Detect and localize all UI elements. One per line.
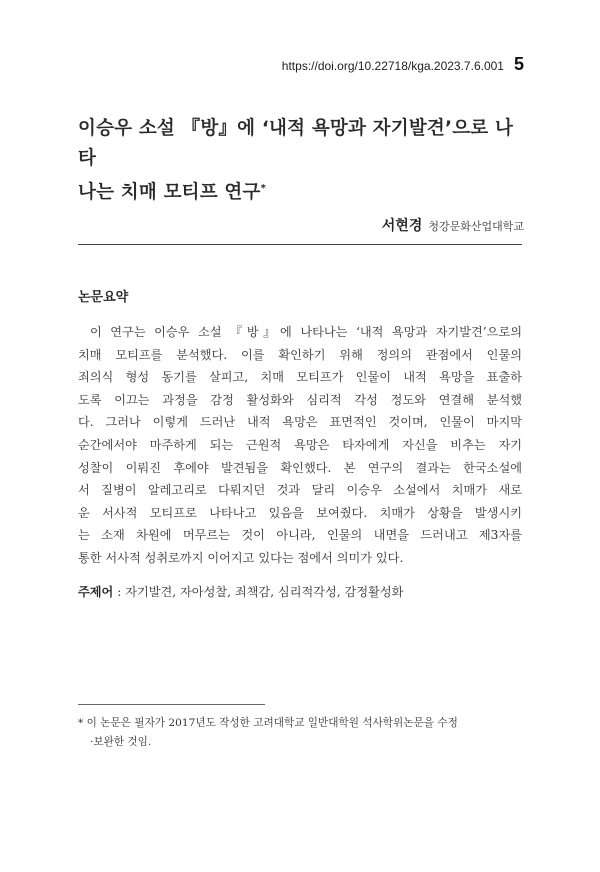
author-line bbox=[382, 215, 524, 235]
footnote-line-1: * 이 논문은 필자가 2017년도 작성한 고려대학교 일반대학원 석사학위논문을 수정 bbox=[78, 717, 458, 729]
keywords-text: 자기발견, 자아성찰, 죄책감, 심리적각성, 감정활성화 bbox=[125, 585, 404, 599]
running-header bbox=[282, 54, 524, 75]
title-footnote-marker[interactable]: * bbox=[260, 183, 266, 194]
abstract-line: 서 질병이 알레고리로 다뤄지던 것과 달리 이승우 소설에서 치매가 새로 bbox=[78, 483, 522, 498]
abstract-line: 통한 서사적 성취로까지 이어지고 있다는 점에서 의미가 있다. bbox=[78, 550, 404, 565]
footnote-line-2: ·보완한 것임. bbox=[90, 736, 152, 748]
author-name: 서현경 bbox=[381, 218, 423, 234]
keywords-label: 주제어 bbox=[78, 585, 114, 599]
abstract-line: 이 연구는 이승우 소설 『방』에 나타나는 ‘내적 욕망과 자기발견’으로의 bbox=[90, 325, 522, 339]
paper-title bbox=[78, 114, 528, 208]
abstract-line: 성찰이 이뤄진 후에야 발견됨을 확인했다. 본 연구의 결과는 한국소설에 bbox=[78, 460, 522, 475]
author-affiliation: 청강문화산업대학교 bbox=[428, 220, 524, 233]
doi-link[interactable]: https://doi.org/10.22718/kga.2023.7.6.001 bbox=[281, 59, 504, 73]
abstract-line: 는 소재 차원에 머무르는 것이 아니라, 인물의 내면을 드러내고 제3자를 bbox=[78, 528, 522, 543]
abstract-line: 다. 그러나 이렇게 드러난 내적 욕망은 표면적인 것이며, 인물이 마지막 bbox=[78, 415, 522, 430]
abstract-line: 죄의식 형성 동기를 살피고, 치매 모티프가 인물이 내적 욕망을 표출하 bbox=[78, 370, 522, 385]
abstract-line: 운 서사적 모티프로 나타나고 있음을 보여줬다. 치매가 상황을 발생시키 bbox=[78, 505, 522, 520]
title-line-2 bbox=[78, 174, 528, 208]
footnote-divider bbox=[78, 704, 265, 705]
abstract-line: 도록 이끄는 과정을 감정 활성화와 심리적 각성 정도와 연결해 분석했 bbox=[78, 392, 522, 407]
title-divider bbox=[78, 244, 522, 245]
footnote bbox=[78, 714, 528, 752]
keywords-separator: : bbox=[113, 585, 126, 599]
title-line-1: 이승우 소설 『방』에 ‘내적 욕망과 자기발견’으로 나타 bbox=[78, 118, 514, 169]
title-line-2-text: 나는 치매 모티프 연구 bbox=[78, 182, 261, 204]
abstract-line: 순간에서야 마주하게 되는 근원적 욕망은 타자에게 자신을 비추는 자기 bbox=[78, 437, 522, 452]
keywords bbox=[78, 583, 522, 600]
abstract-line: 치매 모티프를 분석했다. 이를 확인하기 위해 정의의 관점에서 인물의 bbox=[78, 347, 522, 362]
page-number: 5 bbox=[513, 54, 524, 74]
abstract-heading: 논문요약 bbox=[78, 290, 129, 305]
abstract-body bbox=[78, 321, 522, 570]
